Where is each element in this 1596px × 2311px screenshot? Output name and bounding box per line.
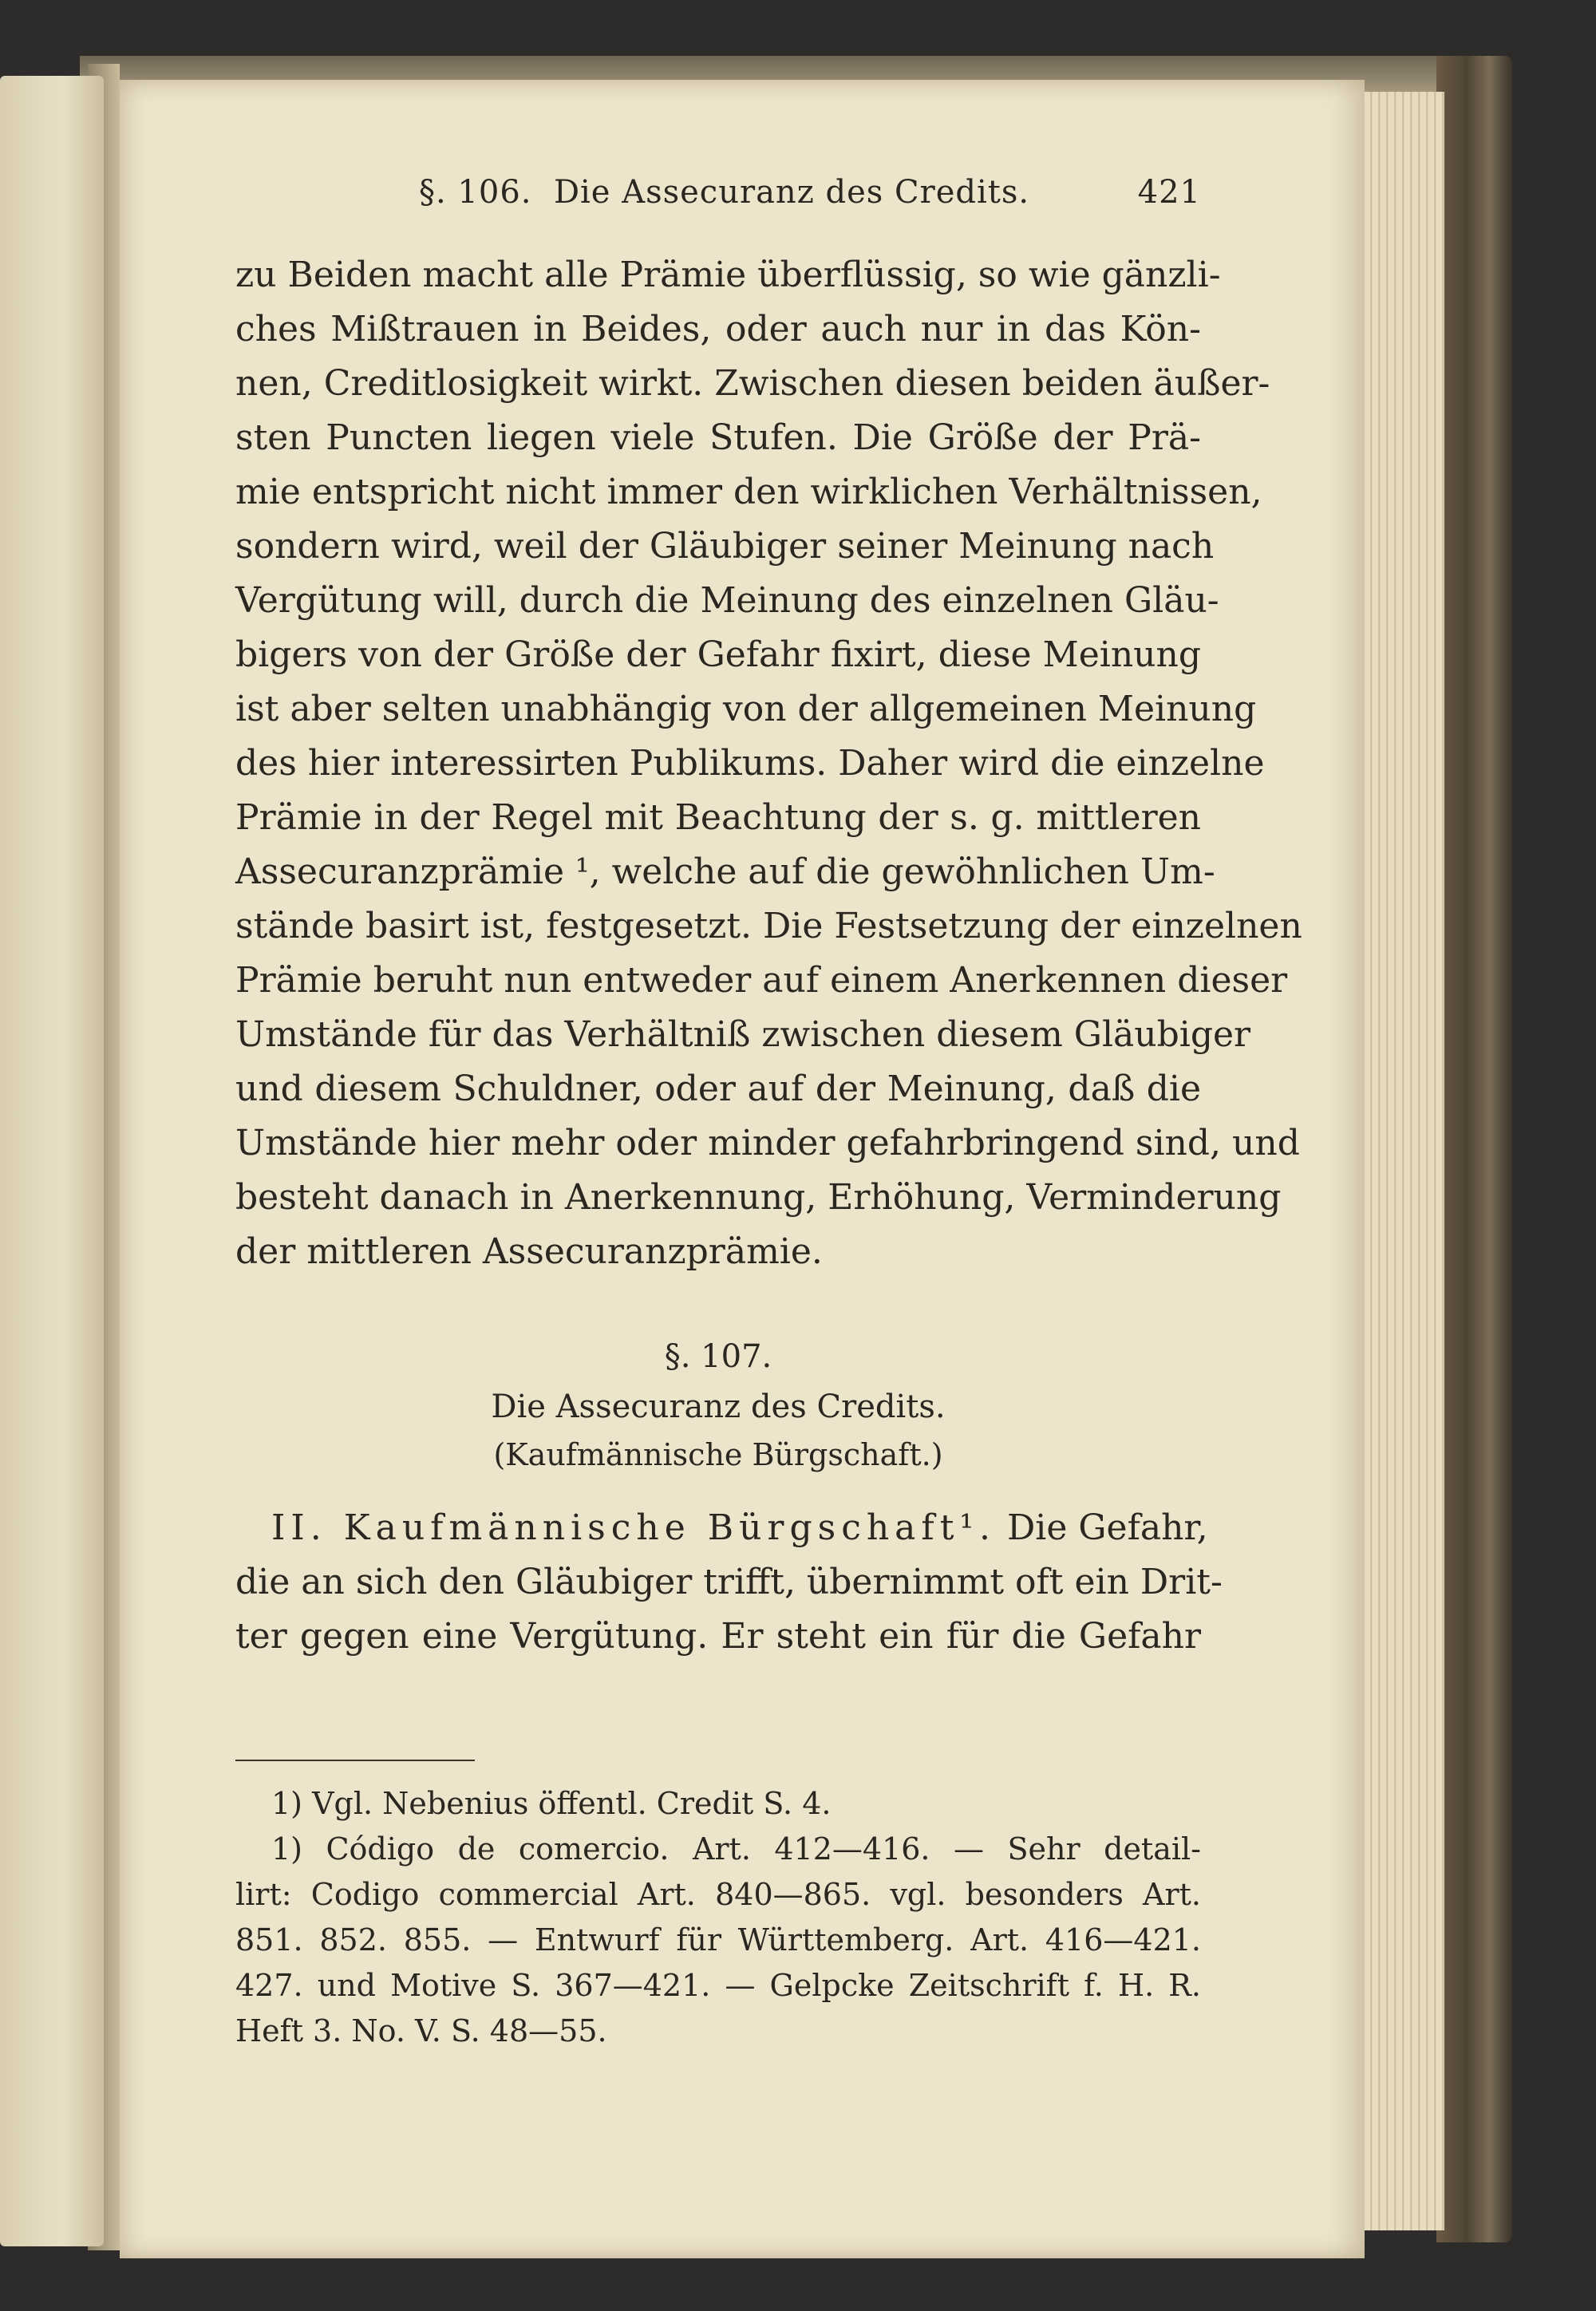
text-line: der mittleren Assecuranzprämie. bbox=[235, 1231, 823, 1272]
text-line: ches Mißtrauen in Beides, oder auch nur in das Kön- bbox=[235, 309, 1201, 350]
section-subtitle: (Kaufmännische Bürgschaft.) bbox=[493, 1437, 943, 1472]
footnote: 1) Código de comercio. Art. 412—416. — Sehr detail- bbox=[271, 1831, 1201, 1867]
text-line: nen, Creditlosigkeit wirkt. Zwischen diesen beiden äußer- bbox=[235, 363, 1270, 404]
text-line: Assecuranzprämie ¹, welche auf die gewöhnlichen Um- bbox=[235, 851, 1215, 892]
footnote-rule bbox=[235, 1760, 475, 1761]
text-line: Prämie in der Regel mit Beachtung der s. g. mittleren bbox=[235, 797, 1201, 838]
text-line: die an sich den Gläubiger trifft, übernimmt oft ein Drit- bbox=[235, 1562, 1223, 1602]
text-line: Prämie beruht nun entweder auf einem Anerkennen dieser bbox=[235, 960, 1288, 1001]
footnote: 851. 852. 855. — Entwurf für Württemberg. Art. 416—421. bbox=[235, 1922, 1201, 1957]
text-line: ter gegen eine Vergütung. Er steht ein für die Gefahr bbox=[235, 1616, 1201, 1657]
text-line: und diesem Schuldner, oder auf der Meinung, daß die bbox=[235, 1069, 1201, 1109]
page-number: 421 bbox=[1137, 174, 1201, 211]
footnote: lirt: Codigo commercial Art. 840—865. vgl. besonders Art. bbox=[235, 1877, 1201, 1912]
left-page-edge bbox=[0, 76, 104, 2246]
running-head-text: Die Assecuranz des Credits. bbox=[553, 174, 1030, 211]
text-line: sten Puncten liegen viele Stufen. Die Größe der Prä- bbox=[235, 417, 1201, 458]
running-head-section: §. 106. bbox=[419, 174, 532, 211]
text-line: Umstände hier mehr oder minder gefahrbringend sind, und bbox=[235, 1123, 1300, 1163]
text-line bbox=[235, 1504, 1208, 1552]
section-title: Die Assecuranz des Credits. bbox=[491, 1389, 946, 1425]
book-page bbox=[120, 80, 1365, 2258]
section-lead: II. Kaufmännische Bürgschaft¹. bbox=[271, 1507, 997, 1548]
text-line: Umstände für das Verhältniß zwischen diesem Gläubiger bbox=[235, 1014, 1251, 1055]
footnote: 1) Vgl. Nebenius öffentl. Credit S. 4. bbox=[271, 1786, 832, 1821]
text-line: stände basirt ist, festgesetzt. Die Festsetzung der einzelnen bbox=[235, 906, 1302, 946]
text-line: ist aber selten unabhängig von der allgemeinen Meinung bbox=[235, 689, 1257, 729]
text-line: bigers von der Größe der Gefahr fixirt, diese Meinung bbox=[235, 634, 1201, 675]
text-line: Vergütung will, durch die Meinung des einzelnen Gläu- bbox=[235, 580, 1219, 621]
text-line: zu Beiden macht alle Prämie überflüssig, so wie gänzli- bbox=[235, 255, 1221, 295]
book-cover-edge bbox=[1436, 56, 1512, 2242]
running-head bbox=[235, 174, 1201, 222]
text-line: des hier interessirten Publikums. Daher wird die einzelne bbox=[235, 743, 1265, 784]
text-line: sondern wird, weil der Gläubiger seiner Meinung nach bbox=[235, 526, 1215, 567]
footnote: 427. und Motive S. 367—421. — Gelpcke Zeitschrift f. H. R. bbox=[235, 1968, 1201, 2003]
text-line: besteht danach in Anerkennung, Erhöhung, Verminderung bbox=[235, 1177, 1282, 1218]
section-number: §. 107. bbox=[664, 1338, 772, 1375]
text-line: mie entspricht nicht immer den wirklichen Verhältnissen, bbox=[235, 472, 1262, 512]
running-head-title bbox=[419, 174, 1029, 211]
section-lead-rest: Die Gefahr, bbox=[1007, 1507, 1208, 1548]
footnote: Heft 3. No. V. S. 48—55. bbox=[235, 2013, 607, 2048]
